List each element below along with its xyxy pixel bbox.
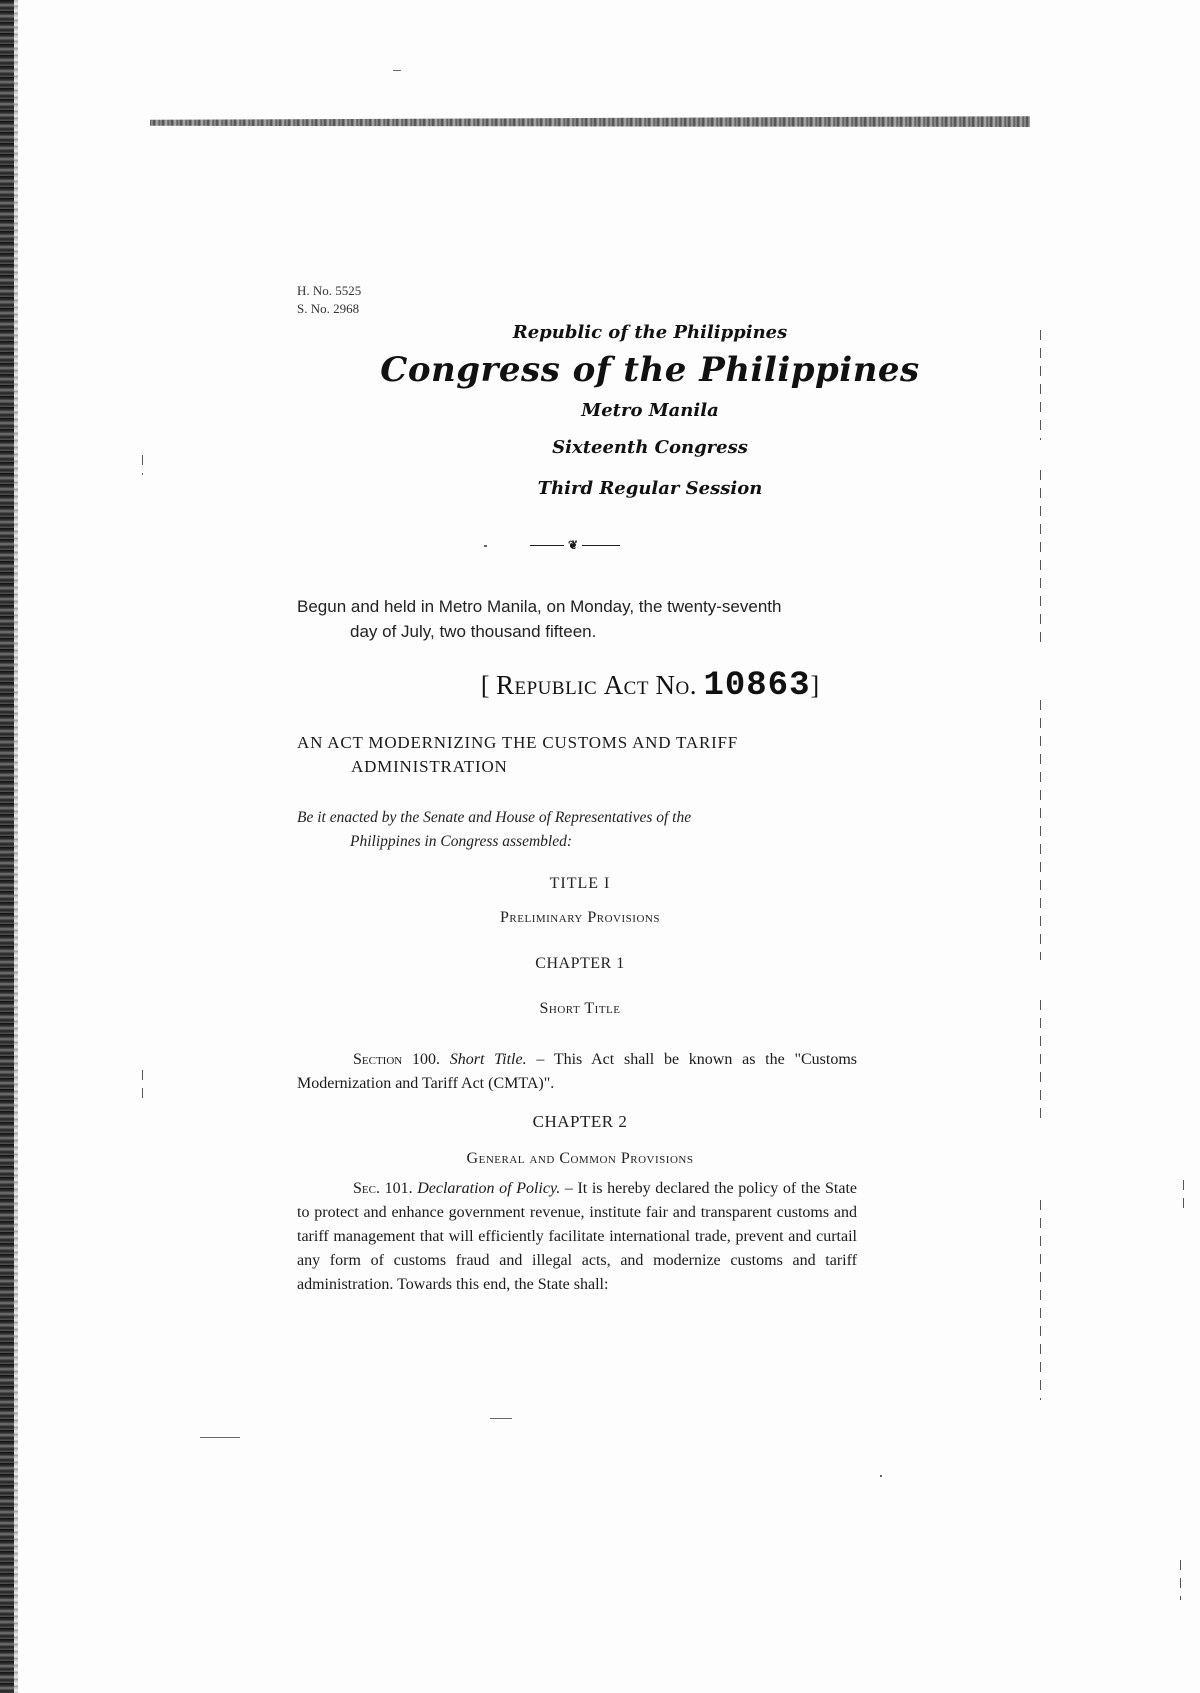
republic-act-number <box>300 667 1000 705</box>
section-101-label: Sec. 101. <box>353 1180 413 1197</box>
scan-top-border <box>150 115 1030 127</box>
scan-speck <box>880 1475 882 1477</box>
congress-heading: Congress of the Philippines <box>380 350 920 390</box>
close-bracket: ] <box>810 671 820 700</box>
enacting-clause-line-1: Be it enacted by the Senate and House of Representatives of the <box>297 809 692 826</box>
left-margin-line <box>142 1070 143 1105</box>
session-heading: Third Regular Session <box>537 478 763 499</box>
scan-speck <box>484 545 487 547</box>
right-margin-line <box>1040 330 1041 440</box>
senate-bill-number: S. No. 2968 <box>297 301 360 316</box>
section-100-text: – This Act shall be known as the "Customs Modernization and Tariff Act (CMTA)". <box>297 1051 858 1092</box>
left-margin-line <box>142 455 143 475</box>
right-margin-line <box>1040 700 1041 960</box>
convening-statement <box>297 594 857 644</box>
chapter-2-name: General and Common Provisions <box>466 1150 694 1167</box>
no-label: No. <box>655 670 697 700</box>
section-100-heading: Short Title. <box>449 1051 527 1068</box>
republic-label: Republic <box>496 670 598 700</box>
chapter-1-heading: CHAPTER 1 <box>535 955 625 972</box>
title-name: Preliminary Provisions <box>500 909 660 926</box>
section-101 <box>297 1177 857 1297</box>
act-number: 10863 <box>703 667 811 705</box>
section-101-text: – It is hereby declared the policy of the State to protect and enhance government revenue, institute fair and transparent customs and tariff management that will efficiently facilitate international trade, prevent and curtail any form of customs fraud and illegal acts, and modernize customs and tariff administration. Towards this end, the State shall: <box>297 1180 857 1293</box>
chapter-1-name: Short Title <box>539 1000 621 1017</box>
ornament-divider <box>530 538 620 552</box>
enacting-clause <box>297 806 867 854</box>
far-right-margin-line <box>1180 1560 1181 1600</box>
right-margin-line <box>1040 1000 1041 1120</box>
right-margin-line <box>1040 470 1041 650</box>
republic-heading: Republic of the Philippines <box>512 322 788 343</box>
act-title-line-2: ADMINISTRATION <box>351 757 508 776</box>
section-100 <box>297 1048 857 1096</box>
congress-number-heading: Sixteenth Congress <box>552 437 748 458</box>
location-heading: Metro Manila <box>581 400 719 421</box>
bill-numbers <box>297 282 361 318</box>
house-bill-number: H. No. 5525 <box>297 283 362 298</box>
convening-line-1: Begun and held in Metro Manila, on Monday, the twenty-seventh <box>297 597 782 616</box>
section-101-heading: Declaration of Policy. <box>417 1180 561 1197</box>
open-bracket: [ <box>480 671 490 700</box>
right-margin-line <box>1040 1200 1041 1400</box>
title-heading: TITLE I <box>549 875 611 892</box>
act-label: Act <box>603 670 649 700</box>
enacting-clause-line-2: Philippines in Congress assembled: <box>350 833 573 850</box>
ornament-icon: ❦ <box>568 538 579 552</box>
scan-speck <box>200 1437 240 1438</box>
scan-left-edge <box>0 0 14 1693</box>
scan-left-edge-fade <box>14 0 18 1693</box>
convening-line-2: day of July, two thousand fifteen. <box>350 622 597 641</box>
act-title-line-1: AN ACT MODERNIZING THE CUSTOMS AND TARIFF <box>297 733 739 752</box>
scan-speck <box>490 1418 512 1419</box>
scan-speck <box>393 70 401 71</box>
chapter-2-heading: CHAPTER 2 <box>532 1112 628 1131</box>
section-100-label: Section 100. <box>353 1051 440 1068</box>
act-title <box>297 731 867 779</box>
far-right-margin-line <box>1183 1180 1184 1215</box>
